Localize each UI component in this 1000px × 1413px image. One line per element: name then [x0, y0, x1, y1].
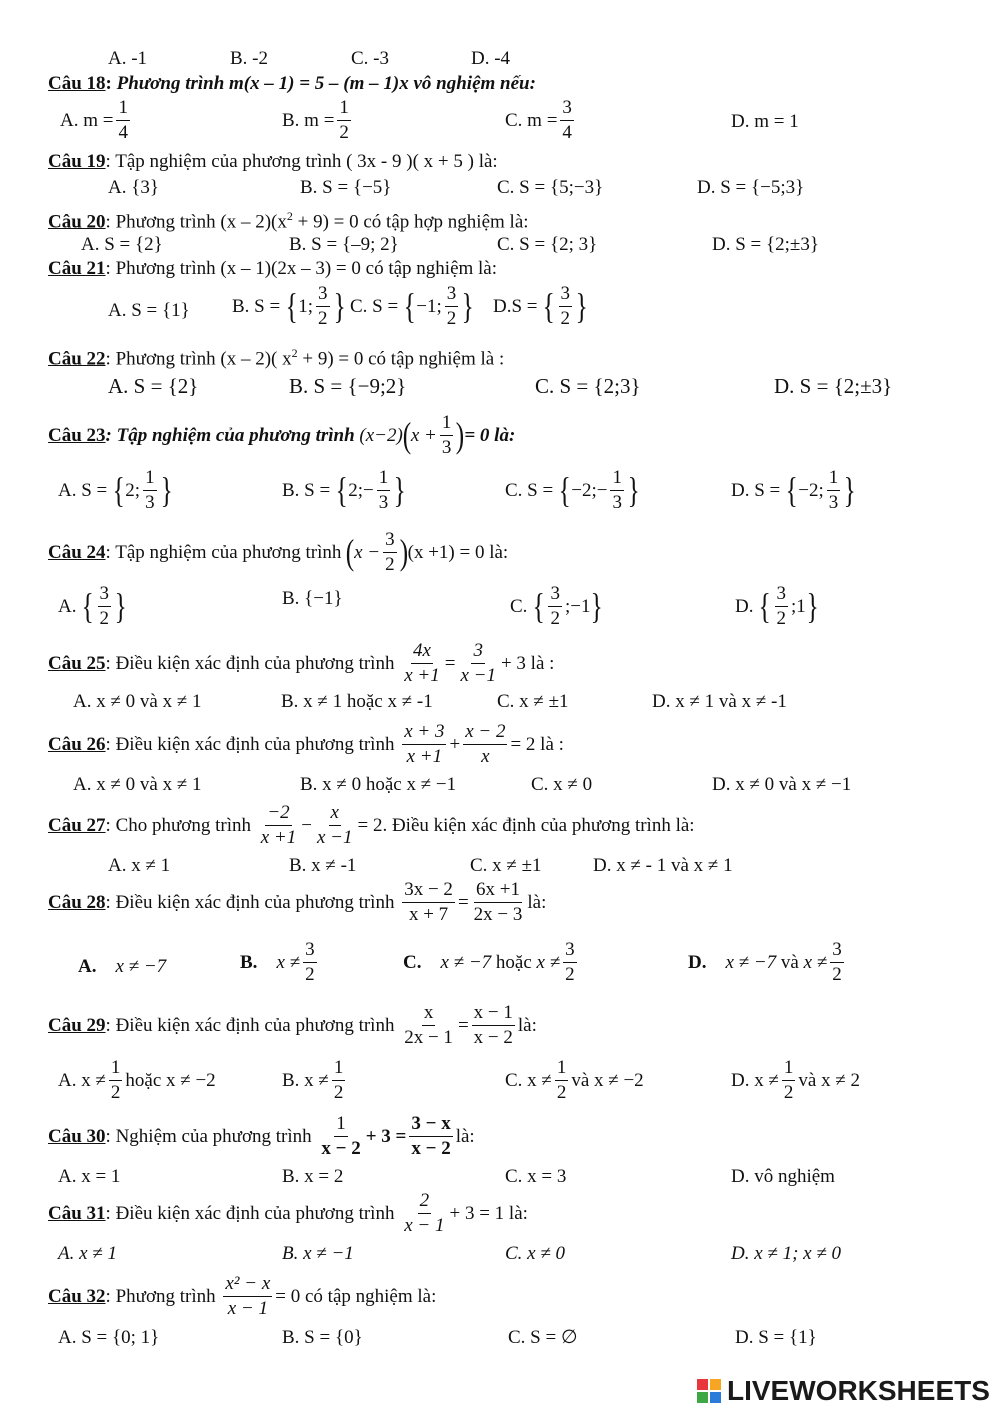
q22-option-a[interactable]: A. S = {2}	[108, 374, 199, 398]
q30-option-b[interactable]: B. x = 2	[282, 1166, 344, 1187]
q30-option-d[interactable]: D. vô nghiệm	[731, 1166, 835, 1187]
question-25: Câu 25: Điều kiện xác định của phương trình $\frac{4x}{x +1}$ = $\frac{3}{x -1}$ + 3 là :	[48, 640, 555, 686]
q30-option-a[interactable]: A. x = 1	[58, 1166, 121, 1187]
q29-option-c[interactable]: C. x ≠ $\frac{1}{2}$ và x ≠ −2	[505, 1057, 644, 1103]
q25-option-b[interactable]: B. x ≠ 1 hoặc x ≠ -1	[281, 691, 433, 712]
question-32: Câu 32: Phương trình $\frac{\text{x² − x}}{x - 1}$ = 0 có tập nghiệm là:	[48, 1273, 437, 1319]
q19-option-b[interactable]: B. S = {−5}	[300, 177, 392, 198]
q18-option-b[interactable]: B. m = $\frac{1}{2}$	[282, 97, 349, 143]
q25-option-c[interactable]: C. x ≠ ±1	[497, 691, 569, 712]
q24-option-a[interactable]: A. { $\frac{3}{2}$ }	[58, 583, 127, 629]
q27-option-c[interactable]: C. x ≠ ±1	[470, 855, 542, 876]
question-label: Câu 18	[48, 73, 106, 94]
prev-answer-b: B. -2	[230, 48, 268, 69]
q31-option-a[interactable]: A. x ≠ 1	[58, 1243, 117, 1264]
liveworksheets-icon	[697, 1379, 721, 1403]
q27-option-d[interactable]: D. x ≠ - 1 và x ≠ 1	[593, 855, 733, 876]
q22-option-c[interactable]: C. S = {2;3}	[535, 374, 641, 398]
q23-option-b[interactable]: B. S = {2;− $\frac{1}{3}$ }	[282, 467, 406, 513]
q24-option-b[interactable]: B. {−1}	[282, 588, 343, 609]
q28-option-b[interactable]: B. x ≠ $\frac{3}{2}$	[240, 939, 315, 985]
q29-option-d[interactable]: D. x ≠ $\frac{1}{2}$ và x ≠ 2	[731, 1057, 861, 1103]
q23-option-a[interactable]: A. S = {2; $\frac{1}{3}$ }	[58, 467, 173, 513]
q31-option-b[interactable]: B. x ≠ −1	[282, 1243, 354, 1264]
q31-option-c[interactable]: C. x ≠ 0	[505, 1243, 566, 1264]
q32-option-d[interactable]: D. S = {1}	[735, 1327, 817, 1348]
q22-option-d[interactable]: D. S = {2;±3}	[774, 374, 893, 398]
prev-answer-c: C. -3	[351, 48, 389, 69]
question-text: Phương trình m(x – 1) = 5 – (m – 1)x vô nghiệm nếu:	[116, 73, 536, 94]
q32-option-c[interactable]: C. S = ∅	[508, 1327, 578, 1348]
q29-option-b[interactable]: B. x ≠ $\frac{1}{2}$	[282, 1057, 344, 1103]
question-28: Câu 28: Điều kiện xác định của phương trình $\frac{3x - 2}{x + 7}$ = $\frac{6x +1}{2x - 3}$ là:	[48, 879, 547, 925]
q26-option-b[interactable]: B. x ≠ 0 hoặc x ≠ −1	[300, 774, 457, 795]
q21-option-a[interactable]: A. S = {1}	[108, 300, 190, 321]
q28-option-c[interactable]: C. x ≠ −7 hoặc x ≠ $\frac{3}{2}$	[403, 939, 575, 985]
question-20: Câu 20: Phương trình $(x - 2)(x^2 + 9) = 0$ có tập hợp nghiệm là:	[48, 209, 529, 233]
q18-option-d[interactable]: D. m = 1	[731, 111, 799, 132]
question-29: Câu 29: Điều kiện xác định của phương trình $\frac{x}{2x - 1}$ = $\frac{x - 1}{x - 2}$ là:	[48, 1002, 537, 1048]
liveworksheets-logo	[697, 1375, 990, 1407]
question-19: Câu 19: Tập nghiệm của phương trình ( 3x - 9 )( x + 5 ) là:	[48, 151, 498, 172]
question-27: Câu 27: Cho phương trình $\frac{-2}{x +1}$ − $\frac{x}{x -1}$ = 2. Điều kiện xác định của phương trình là:	[48, 802, 695, 848]
question-21: Câu 21: Phương trình (x – 1)(2x – 3) = 0 có tập nghiệm là:	[48, 258, 498, 279]
prev-answer-d: D. -4	[471, 48, 511, 69]
question-18: Câu 18: Phương trình m(x – 1) = 5 – (m – 1)x vô nghiệm nếu:	[48, 73, 536, 94]
q18-option-c[interactable]: C. m = $\frac{3}{4}$	[505, 97, 572, 143]
question-30: Câu 30: Nghiệm của phương trình $\frac{1}{x - 2}$ + 3 = $\frac{3 - x}{x - 2}$ là:	[48, 1113, 475, 1159]
q24-option-c[interactable]: C. { $\frac{3}{2}$ ;−1}	[510, 583, 604, 629]
q21-option-b[interactable]: B. S = {1; $\frac{3}{2}$ }	[232, 283, 346, 329]
q26-option-c[interactable]: C. x ≠ 0	[531, 774, 593, 795]
question-22: Câu 22: Phương trình (x – 2)( $x^2 + 9) = 0$ có tập nghiệm là :	[48, 346, 505, 370]
question-24: Câu 24: Tập nghiệm của phương trình (x − $\frac{3}{2}$ )(x +1) = 0 là:	[48, 529, 509, 575]
q20-option-c[interactable]: C. S = {2; 3}	[497, 234, 598, 255]
q23-option-c[interactable]: C. S = {−2;− $\frac{1}{3}$ }	[505, 467, 640, 513]
q20-option-b[interactable]: B. S = {–9; 2}	[289, 234, 399, 255]
question-text: : Tập nghiệm của phương trình ( 3x - 9 )( x + 5 ) là:	[105, 151, 498, 172]
q18-option-a[interactable]: A. m = $\frac{1}{4}$	[60, 97, 128, 143]
q32-option-b[interactable]: B. S = {0}	[282, 1327, 363, 1348]
q28-option-d[interactable]: D. x ≠ −7 và x ≠ $\frac{3}{2}$	[688, 939, 842, 985]
q20-option-a[interactable]: A. S = {2}	[81, 234, 163, 255]
prev-answer-a: A. -1	[108, 48, 148, 69]
q31-option-d[interactable]: D. x ≠ 1; x ≠ 0	[731, 1243, 842, 1264]
q23-option-d[interactable]: D. S = {−2; $\frac{1}{3}$ }	[731, 467, 856, 513]
question-31: Câu 31: Điều kiện xác định của phương trình $\frac{2}{x - 1}$ + 3 = 1 là:	[48, 1190, 528, 1236]
q27-option-b[interactable]: B. x ≠ -1	[289, 855, 357, 876]
q19-option-c[interactable]: C. S = {5;−3}	[497, 177, 604, 198]
q19-option-a[interactable]: A. {3}	[108, 177, 159, 198]
q22-option-b[interactable]: B. S = {−9;2}	[289, 374, 407, 398]
q32-option-a[interactable]: A. S = {0; 1}	[58, 1327, 160, 1348]
q28-option-a[interactable]: A. x ≠ −7	[78, 956, 167, 977]
q29-option-a[interactable]: A. x ≠ $\frac{1}{2}$ hoặc x ≠ −2	[58, 1057, 216, 1103]
q27-option-a[interactable]: A. x ≠ 1	[108, 855, 171, 876]
q25-option-d[interactable]: D. x ≠ 1 và x ≠ -1	[652, 691, 787, 712]
q26-option-d[interactable]: D. x ≠ 0 và x ≠ −1	[712, 774, 852, 795]
logo-text: LIVEWORKSHEETS	[727, 1375, 990, 1406]
q21-option-c[interactable]: C. S = {−1; $\frac{3}{2}$ }	[350, 283, 474, 329]
q19-option-d[interactable]: D. S = {−5;3}	[697, 177, 805, 198]
q21-option-d[interactable]: D.S = { $\frac{3}{2}$ }	[493, 283, 588, 329]
q30-option-c[interactable]: C. x = 3	[505, 1166, 567, 1187]
q25-option-a[interactable]: A. x ≠ 0 và x ≠ 1	[73, 691, 202, 712]
q24-option-d[interactable]: D. { $\frac{3}{2}$ ;1}	[735, 583, 819, 629]
q20-option-d[interactable]: D. S = {2;±3}	[712, 234, 819, 255]
question-26: Câu 26: Điều kiện xác định của phương trình $\frac{x + 3}{x +1}$ + $\frac{x - 2}{x}$ = 2 là :	[48, 721, 564, 767]
question-23: Câu 23: Tập nghiệm của phương trình (x−2)(x + $\frac{1}{3}$ )= 0 là:	[48, 412, 516, 458]
q26-option-a[interactable]: A. x ≠ 0 và x ≠ 1	[73, 774, 202, 795]
